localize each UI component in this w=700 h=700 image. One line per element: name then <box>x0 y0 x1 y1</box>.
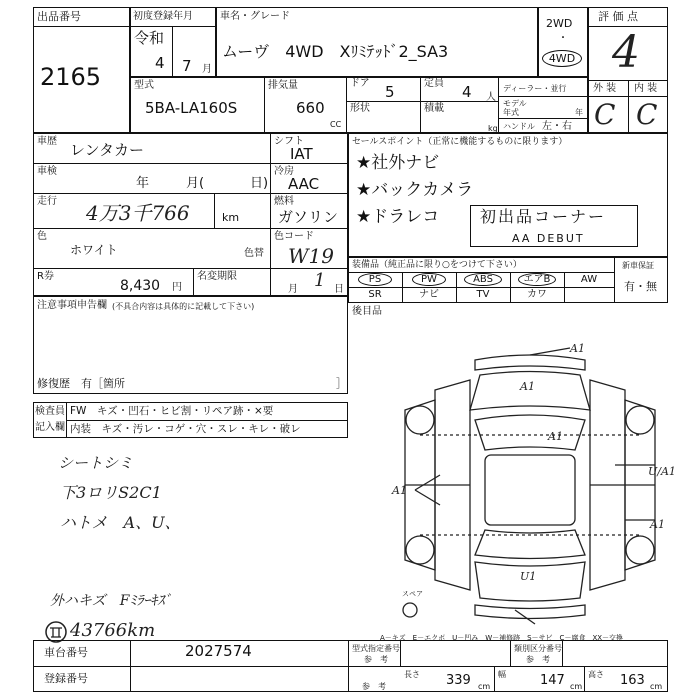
shift-value: IAT <box>290 145 313 163</box>
tax-day: 日 <box>334 284 344 295</box>
reg-month: 7 <box>182 57 192 75</box>
interior-value: C <box>636 98 658 131</box>
exterior-value: C <box>594 98 616 131</box>
chassis-label: 車台番号 <box>44 646 88 659</box>
grade-label: 評 価 点 <box>598 10 638 23</box>
color-value: ホワイト <box>70 243 118 257</box>
mark-right-rear: A1 <box>650 518 665 531</box>
hand-line-4: 外ハキズ Fﾐﾗｰｷｽﾞ <box>50 593 172 609</box>
color-code-value: W19 <box>288 244 335 268</box>
ac-label: 冷房 <box>274 166 294 177</box>
load-unit: kg <box>488 124 498 133</box>
hand-line-5: 43766km <box>70 620 156 641</box>
selling-point-2: ★バックカメラ <box>356 180 474 200</box>
equip-airbag: エアB <box>518 273 556 286</box>
inspector-row-1: FW キズ・凹石・ヒビ割・リペア跡・×要 <box>70 405 274 417</box>
lot-label: 出品番号 <box>37 10 81 23</box>
footer-ref: 参 考 <box>362 682 386 691</box>
model-year-label2: 年式 <box>503 108 519 117</box>
equip-tv: TV <box>476 289 490 300</box>
reg-year: 4 <box>155 54 165 72</box>
selling-point-3: ★ドラレコ <box>356 207 440 227</box>
category-label: 類別区分番号 <box>514 644 562 653</box>
handle-label: ハンドル <box>503 122 535 131</box>
car-damage-diagram <box>380 340 680 640</box>
equip-leather: カワ <box>527 289 547 300</box>
damage-legend: A－キズ E－エクボ U－凹み W－補修跡 S－サビ C－腐食 XX－交換 <box>380 634 624 642</box>
drive-dot: ・ <box>558 33 568 44</box>
width-value: 147 <box>540 673 565 688</box>
repair-close: ］ <box>336 377 347 390</box>
drive-4wd: 4WD <box>542 50 582 67</box>
length-unit: cm <box>478 682 491 691</box>
mileage-value: 4万3千766 <box>86 201 190 225</box>
fuel-label: 燃料 <box>274 196 294 207</box>
ac-value: AAC <box>288 175 320 193</box>
fuel-value: ガソリン <box>278 208 339 226</box>
grade-value: 4 <box>612 27 640 78</box>
repaint-label: 色替 <box>244 248 264 259</box>
equip-sr: SR <box>368 289 382 300</box>
drive-2wd: 2WD <box>546 17 573 30</box>
equip-abs: ABS <box>464 273 502 286</box>
length-value: 339 <box>446 673 471 688</box>
height-label: 高さ <box>588 670 604 679</box>
exterior-label: 外 装 <box>593 83 617 94</box>
month-unit: 月 <box>202 64 212 75</box>
equipment-label: 装備品（純正品に限り○をつけて下さい） <box>352 260 522 270</box>
hand-line-2: 下3ロリS2C1 <box>60 483 162 502</box>
tax-month: 月 <box>288 284 298 295</box>
displacement-value: 660 <box>296 99 325 117</box>
inspection-label: 車検 <box>37 166 57 177</box>
inspection-month: 月( <box>186 176 205 191</box>
recycle-value: 8,430 <box>120 278 161 294</box>
reg-number-label: 登録番号 <box>44 672 88 685</box>
hand-line-3: ハトメ A、U、 <box>60 513 181 532</box>
model-year-unit: 年 <box>575 108 583 117</box>
capacity-label: 定員 <box>424 78 444 89</box>
interior-label: 内 装 <box>634 83 658 94</box>
shape-label: 形状 <box>350 103 370 114</box>
capacity-value: 4 <box>462 83 472 101</box>
history-label: 車歴 <box>37 136 57 147</box>
inspector-label-2: 記入欄 <box>35 422 65 433</box>
category-ref: 参 考 <box>526 655 550 664</box>
lot-number: 2165 <box>40 63 102 91</box>
length-label: 長さ <box>404 670 420 679</box>
type-label: 型式 <box>134 80 154 91</box>
tax-day-hand: 1 <box>314 270 326 291</box>
inspector-row-2: 内装 キズ・汚レ・コゲ・穴・スレ・キレ・破レ <box>70 423 301 435</box>
first-reg-label: 初度登録年月 <box>133 11 193 22</box>
mark-hood: A1 <box>520 380 535 393</box>
debut-badge-line2: AA DEBUT <box>512 232 585 245</box>
doors-value: 5 <box>385 83 395 101</box>
chassis-value: 2027574 <box>185 642 252 660</box>
mark-front-bumper: A1 <box>570 342 585 355</box>
type-designation-label: 型式指定番号 <box>352 644 400 653</box>
history-value: レンタカー <box>70 141 145 159</box>
new-car-label: 新車保証 <box>622 261 654 270</box>
dealer-label: ディーラー・並行 <box>503 84 567 93</box>
type-value: 5BA-LA160S <box>145 99 238 117</box>
capacity-unit: 人 <box>486 92 496 103</box>
mark-right-door: U/A1 <box>648 465 676 478</box>
height-unit: cm <box>650 682 663 691</box>
selling-points-label: セールスポイント（正常に機能するものに限ります） <box>352 137 568 147</box>
repair-history: 修復歴 有［箇所 <box>37 377 125 390</box>
model-label: 車名・グレード <box>220 11 290 22</box>
inspector-label-1: 検査員 <box>35 406 65 417</box>
mark-windshield: A1 <box>548 430 563 443</box>
hand-line-1: シートシミ <box>58 454 134 472</box>
shift-label: シフト <box>274 136 304 147</box>
mileage-label: 走行 <box>37 196 57 207</box>
handle-value: 左・右 <box>542 121 572 132</box>
model-year-label1: モデル <box>503 99 527 108</box>
recycle-label: R券 <box>37 271 54 282</box>
new-car-value: 有・無 <box>624 280 657 293</box>
color-label: 色 <box>37 231 47 242</box>
displacement-label: 排気量 <box>268 80 298 91</box>
equip-navi: ナビ <box>419 289 439 300</box>
rear-seat-label: 後目品 <box>352 306 382 317</box>
equip-aw: AW <box>580 274 598 285</box>
equip-ps: PS <box>358 273 392 286</box>
inspection-day: 日) <box>250 176 269 191</box>
equip-pw: PW <box>412 273 446 286</box>
spare-label: スペア <box>402 590 423 598</box>
notes-label: 注意事項申告欄 <box>37 300 107 311</box>
width-label: 幅 <box>498 670 506 679</box>
era: 令和 <box>134 29 165 47</box>
displacement-unit: CC <box>330 120 342 129</box>
color-code-label: 色コード <box>274 231 314 242</box>
recycle-unit: 円 <box>172 282 182 293</box>
notes-sublabel: (不具合内容は具体的に記載して下さい) <box>112 302 255 311</box>
model-name: ムーヴ 4WD Xﾘﾐﾃｯﾄﾞ2_SA3 <box>222 42 449 61</box>
doors-label: ドア <box>350 78 370 89</box>
type-designation-ref: 参 考 <box>364 655 388 664</box>
selling-point-1: ★社外ナビ <box>356 153 440 173</box>
height-value: 163 <box>620 673 645 688</box>
mark-tailgate: U1 <box>520 570 537 583</box>
mileage-unit: km <box>222 211 240 224</box>
mark-left-side: A1 <box>392 484 407 497</box>
tax-label: 名変期限 <box>197 271 237 282</box>
load-label: 積載 <box>424 103 444 114</box>
inspection-year: 年 <box>136 176 150 191</box>
debut-badge-line1: 初出品コーナー <box>480 207 607 226</box>
width-unit: cm <box>570 682 583 691</box>
